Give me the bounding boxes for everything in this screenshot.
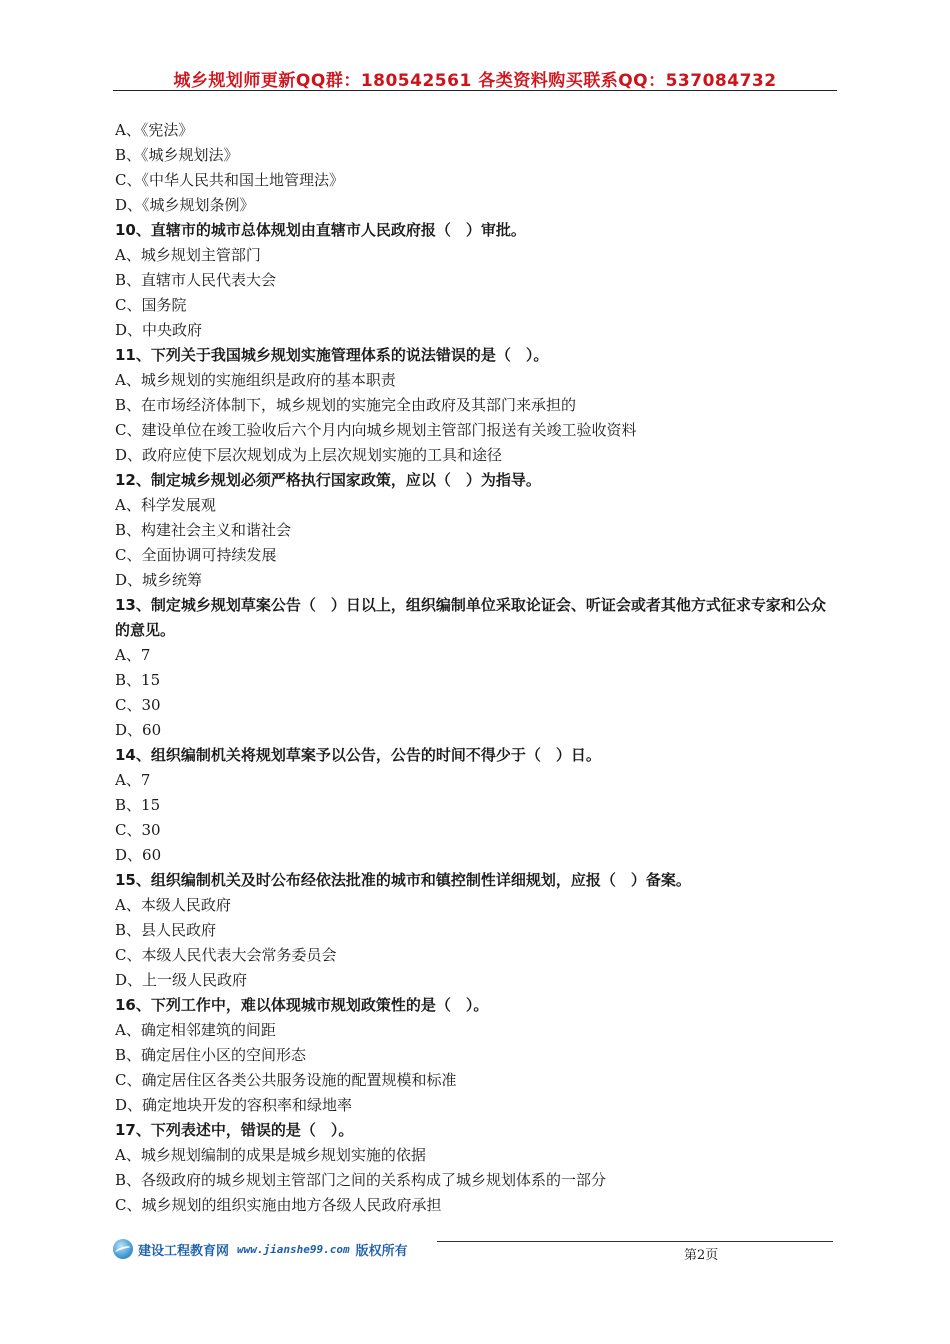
option-text: A、城乡规划编制的成果是城乡规划实施的依据 — [115, 1146, 426, 1164]
page-header — [113, 64, 837, 91]
option-text: D、上一级人民政府 — [115, 971, 248, 989]
option-text: A、本级人民政府 — [115, 896, 231, 914]
option-text: A、确定相邻建筑的间距 — [115, 1021, 276, 1039]
footer-rule — [437, 1241, 833, 1242]
question-text: 17、下列表述中，错误的是（ ）。 — [115, 1121, 354, 1139]
option-text: A、科学发展观 — [115, 496, 216, 514]
footer-url[interactable]: www.jianshe99.com — [237, 1242, 350, 1256]
question-text: 12、制定城乡规划必须严格执行国家政策，应以（ ）为指导。 — [115, 471, 541, 489]
option-text: C、全面协调可持续发展 — [115, 546, 277, 564]
option-text: B、直辖市人民代表大会 — [115, 271, 277, 289]
option-text: C、30 — [115, 821, 161, 839]
option-text: D、确定地块开发的容积率和绿地率 — [115, 1096, 353, 1114]
option-text: B、在市场经济体制下，城乡规划的实施完全由政府及其部门来承担的 — [115, 396, 577, 414]
option-text: C、国务院 — [115, 296, 187, 314]
page-number: 第2页 — [684, 1248, 719, 1263]
header-contact-text: 城乡规划师更新QQ群：180542561 各类资料购买联系QQ：537084732 — [173, 71, 777, 91]
footer-site-name: 建设工程教育网 — [138, 1243, 230, 1259]
option-text: C、建设单位在竣工验收后六个月内向城乡规划主管部门报送有关竣工验收资料 — [115, 421, 637, 439]
option-text: D、《城乡规划条例》 — [115, 196, 255, 214]
question-text: 10、直辖市的城市总体规划由直辖市人民政府报（ ）审批。 — [115, 221, 526, 239]
option-text: D、城乡统筹 — [115, 571, 203, 589]
option-text: D、政府应使下层次规划成为上层次规划实施的工具和途径 — [115, 446, 503, 464]
question-text: 14、组织编制机关将规划草案予以公告，公告的时间不得少于（ ）日。 — [115, 746, 601, 764]
option-text: C、确定居住区各类公共服务设施的配置规模和标准 — [115, 1071, 457, 1089]
option-text: B、构建社会主义和谐社会 — [115, 521, 292, 539]
question-list — [115, 118, 837, 1218]
option-text: A、7 — [115, 646, 151, 664]
option-text: A、《宪法》 — [115, 121, 194, 139]
question-text: 16、下列工作中，难以体现城市规划政策性的是（ ）。 — [115, 996, 489, 1014]
option-text: B、县人民政府 — [115, 921, 217, 939]
footer-rights: 版权所有 — [355, 1243, 408, 1259]
option-text: D、60 — [115, 846, 162, 864]
option-text: B、15 — [115, 671, 161, 689]
option-text: C、30 — [115, 696, 161, 714]
question-text: 11、下列关于我国城乡规划实施管理体系的说法错误的是（ ）。 — [115, 346, 549, 364]
option-text: A、7 — [115, 771, 151, 789]
option-text: B、15 — [115, 796, 161, 814]
option-text: B、确定居住小区的空间形态 — [115, 1046, 307, 1064]
option-text: B、《城乡规划法》 — [115, 146, 239, 164]
option-text: D、中央政府 — [115, 321, 203, 339]
globe-logo-icon — [113, 1239, 133, 1259]
option-text: A、城乡规划主管部门 — [115, 246, 261, 264]
question-text: 15、组织编制机关及时公布经依法批准的城市和镇控制性详细规划，应报（ ）备案。 — [115, 871, 691, 889]
option-text: C、本级人民代表大会常务委员会 — [115, 946, 337, 964]
option-text: B、各级政府的城乡规划主管部门之间的关系构成了城乡规划体系的一部分 — [115, 1171, 607, 1189]
option-text: A、城乡规划的实施组织是政府的基本职责 — [115, 371, 396, 389]
question-text: 13、制定城乡规划草案公告（ ）日以上，组织编制单位采取论证会、听证会或者其他方式征求专家和公众的意见。 — [115, 596, 826, 639]
footer-logo — [113, 1238, 408, 1260]
option-text: C、《中华人民共和国土地管理法》 — [115, 171, 344, 189]
option-text: C、城乡规划的组织实施由地方各级人民政府承担 — [115, 1196, 442, 1214]
option-text: D、60 — [115, 721, 162, 739]
